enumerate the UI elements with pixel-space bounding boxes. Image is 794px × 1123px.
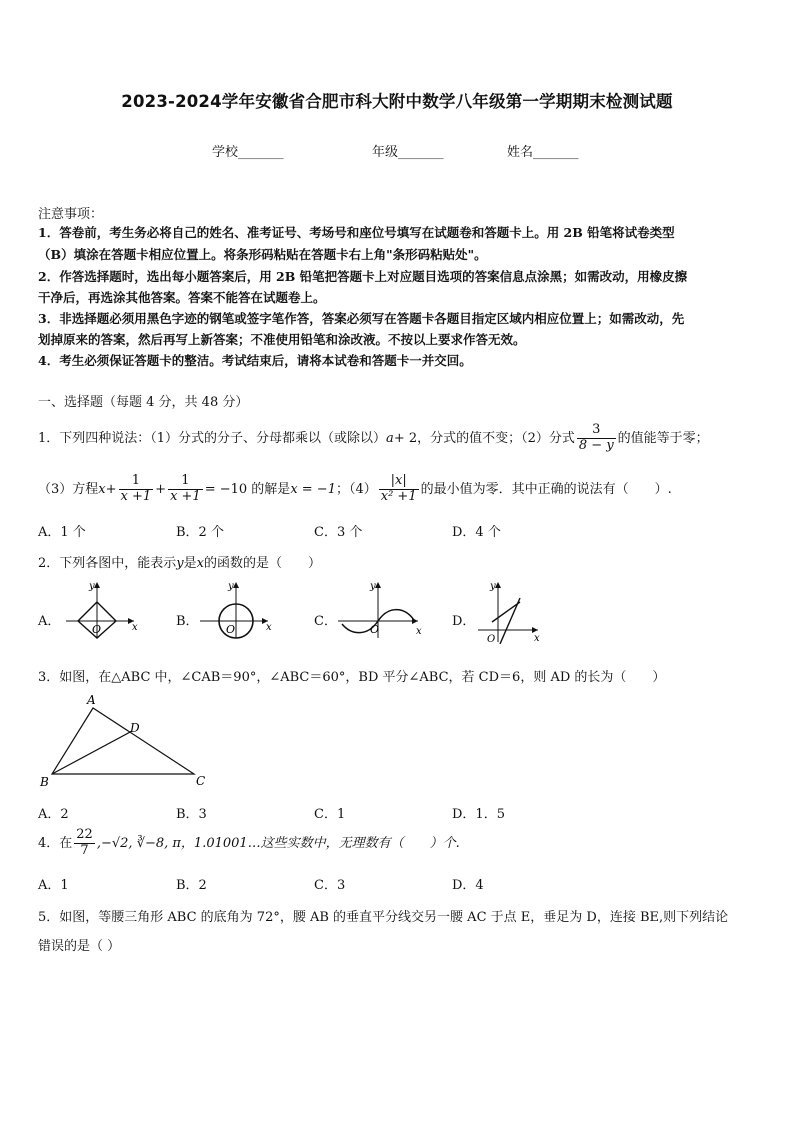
notice-line: 1．答卷前，考生务必将自己的姓名、准考证号、考场号和座位号填写在试题卷和答题卡上。用 2B 铅笔将试卷类型 [38,225,675,240]
option-c: C． [314,614,337,629]
page-title: 2023-2024学年安徽省合肥市科大附中数学八年级第一学期期末检测试题 [121,92,673,111]
graph-a-diamond [62,578,144,640]
option-d: D．1．5 [452,807,505,822]
notice-line: 划掉原来的答案，然后再写上新答案；不准使用铅笔和涂改液。不按以上要求作答无效。 [38,332,526,347]
option-d: D． [452,614,476,629]
svg-text:O: O [487,634,496,644]
svg-text:x: x [534,633,540,644]
question-5-stem: 5．如图，等腰三角形 ABC 的底角为 72°，腰 AB 的垂直平分线交另一腰 AC 于点 E，垂足为 D，连接 BE,则下列结论 [38,910,729,925]
svg-text:x: x [416,626,422,637]
question-5-stem-cont: 错误的是（ ） [38,939,121,954]
option-b: B． [176,614,199,629]
question-4-stem: 4．在 $\frac{22}{7}$ ,−√2, ∛−8, π，1.01001…这些实数中，无理数有（ ）个. [38,827,460,858]
notice-heading: 注意事项： [38,207,104,222]
option-d: D．4 [452,878,484,893]
option-a: A．1 [38,878,69,893]
notice-line: 干净后，再选涂其他答案。答案不能答在试题卷上。 [38,290,326,305]
notice-line: 2．作答选择题时，选出每小题答案后，用 2B 铅笔把答题卡上对应题目选项的答案信息点涂黑；如需改动，用橡皮擦 [38,269,688,284]
question-1-stem: 1．下列四种说法：（1）分式的分子、分母都乘以（或除以）a+ 2，分式的值不变；（2）分式 $\frac{3}{8 - y}$ 的值能等于零； [38,422,709,453]
question-1-stem-cont: （3）方程x+ $\frac{1}{x +1}$ + $\frac{1}{x +1}$ = −10 的解是x = −1；（4） $\frac{|x|}{\text{x² +1}}$ 的最小值为零．其中正确的说法有（ ）. [38,473,672,504]
option-b: B．3 [176,807,207,822]
option-a: A．2 [38,807,69,822]
graph-c-wave [334,578,426,640]
svg-text:y: y [490,581,496,592]
school-field: 学校_______ [212,145,284,160]
option-c: C．1 [314,807,346,822]
question-3-stem: 3．如图，在△ABC 中，∠CAB＝90°，∠ABC＝60°，BD 平分∠ABC，若 CD＝6，则 AD 的长为（ ） [38,670,666,685]
section-heading: 一、选择题（每题 4 分，共 48 分） [38,395,249,410]
notice-line: 3．非选择题必须用黑色字迹的钢笔或签字笔作答，答案必须写在答题卡各题目指定区域内相应位置上；如需改动，先 [38,311,685,326]
option-a: A． [38,614,61,629]
svg-text:y: y [89,581,95,592]
svg-text:B: B [40,775,49,789]
svg-text:O: O [226,623,236,636]
name-field: 姓名_______ [507,145,579,160]
graph-b-circle [196,578,278,640]
grade-field: 年级_______ [372,145,444,160]
svg-text:O: O [370,623,380,636]
triangle-abc-figure [36,692,212,794]
notice-line: （B）填涂在答题卡相应位置上。将条形码粘贴在答题卡右上角"条形码粘贴处"。 [38,247,487,262]
svg-text:x: x [266,622,272,633]
svg-text:A: A [87,693,96,707]
option-a: A．1 个 [38,525,86,540]
option-c: C．3 [314,878,346,893]
notice-line: 4．考生必须保证答题卡的整洁。考试结束后，请将本试卷和答题卡一并交回。 [38,353,472,368]
svg-text:x: x [132,622,138,633]
svg-text:O: O [92,623,102,636]
svg-text:y: y [370,581,376,592]
graph-d-lines [474,578,546,644]
option-d: D．4 个 [452,525,501,540]
option-b: B．2 个 [176,525,224,540]
svg-text:D: D [130,721,140,735]
option-c: C．3 个 [314,525,363,540]
svg-text:y: y [228,581,234,592]
question-2-stem: 2．下列各图中，能表示y是x的函数的是（ ） [38,556,322,571]
option-b: B．2 [176,878,207,893]
svg-text:C: C [196,774,206,788]
